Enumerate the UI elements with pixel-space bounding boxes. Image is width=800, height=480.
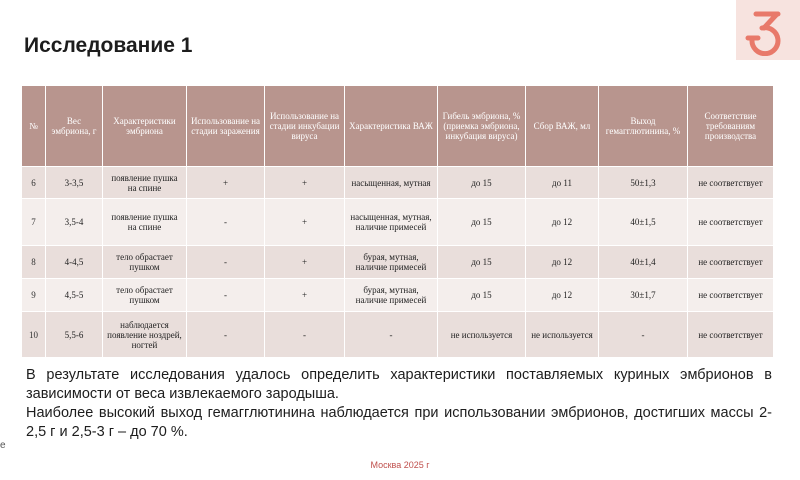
table-cell: - [345,312,438,358]
table-cell: - [187,199,265,246]
header-cell: Вес эмбриона, г [46,86,103,167]
header-cell: Выход гемагглютинина, % [599,86,688,167]
header-cell: Соответствие требованиям производства [688,86,774,167]
embryo-table [21,85,774,358]
table-cell: - [599,312,688,358]
table-cell: + [265,167,345,199]
table-cell: 3,5-4 [46,199,103,246]
summary-paragraph: Наиболее высокий выход гемагглютинина наблюдается при использовании эмбрионов, достигших массы 2-2,5 г и 2,5-3 г – до 70 %. [26,405,772,440]
table-cell: 6 [22,167,46,199]
table-cell: 8 [22,246,46,279]
table-cell: + [265,199,345,246]
table-cell: до 12 [526,246,599,279]
logo-icon [744,6,792,56]
table-cell: 4-4,5 [46,246,103,279]
table-row [22,246,774,279]
table-cell: бурая, мутная, наличие примесей [345,246,438,279]
logo [736,0,800,60]
footer-text: Москва 2025 г [370,460,430,470]
table-cell: до 12 [526,279,599,312]
header-cell: Характеристика ВАЖ [345,86,438,167]
table-header-row [22,86,774,167]
table-cell: насыщенная, мутная [345,167,438,199]
table-cell: + [265,279,345,312]
table-cell: не соответствует [688,279,774,312]
table-cell: 10 [22,312,46,358]
table-row [22,167,774,199]
table-cell: не соответствует [688,167,774,199]
table-cell: не используется [526,312,599,358]
table-cell: - [265,312,345,358]
header-cell: Характеристики эмбриона [103,86,187,167]
summary-paragraph: В результате исследования удалось определить характеристики поставляемых куриных эмбрионов в зависимости от веса извлекаемого зародыша. [26,367,772,402]
table-cell: до 15 [438,199,526,246]
edge-mark: e [0,440,6,451]
table-cell: + [265,246,345,279]
table-cell: до 15 [438,279,526,312]
header-cell: № [22,86,46,167]
table-cell: - [187,312,265,358]
table-cell: 4,5-5 [46,279,103,312]
header-cell: Использование на стадии заражения [187,86,265,167]
summary-text [26,366,772,442]
table-cell: не соответствует [688,199,774,246]
table-cell: + [187,167,265,199]
table-cell: до 11 [526,167,599,199]
table-row [22,199,774,246]
table-cell: - [187,246,265,279]
table-cell: наблюдается появление ноздрей, ногтей [103,312,187,358]
table-cell: - [187,279,265,312]
header-cell: Гибель эмбриона, % (приемка эмбриона, инкубация вируса) [438,86,526,167]
table-cell: 9 [22,279,46,312]
table-cell: 30±1,7 [599,279,688,312]
table-cell: 50±1,3 [599,167,688,199]
table-cell: до 15 [438,246,526,279]
table-cell: появление пушка на спине [103,199,187,246]
table-cell: 3-3,5 [46,167,103,199]
table-cell: до 15 [438,167,526,199]
table-cell: 40±1,4 [599,246,688,279]
table-cell: 7 [22,199,46,246]
table-row [22,279,774,312]
table-cell: не соответствует [688,312,774,358]
table-cell: 40±1,5 [599,199,688,246]
table-cell: 5,5-6 [46,312,103,358]
table-cell: не используется [438,312,526,358]
table-cell: тело обрастает пушком [103,246,187,279]
table-cell: не соответствует [688,246,774,279]
table-cell: насыщенная, мутная, наличие примесей [345,199,438,246]
page-title: Исследование 1 [24,34,193,57]
table-row [22,312,774,358]
table-cell: появление пушка на спине [103,167,187,199]
header-cell: Сбор ВАЖ, мл [526,86,599,167]
table-cell: до 12 [526,199,599,246]
table-cell: бурая, мутная, наличие примесей [345,279,438,312]
header-cell: Использование на стадии инкубации вируса [265,86,345,167]
table-cell: тело обрастает пушком [103,279,187,312]
